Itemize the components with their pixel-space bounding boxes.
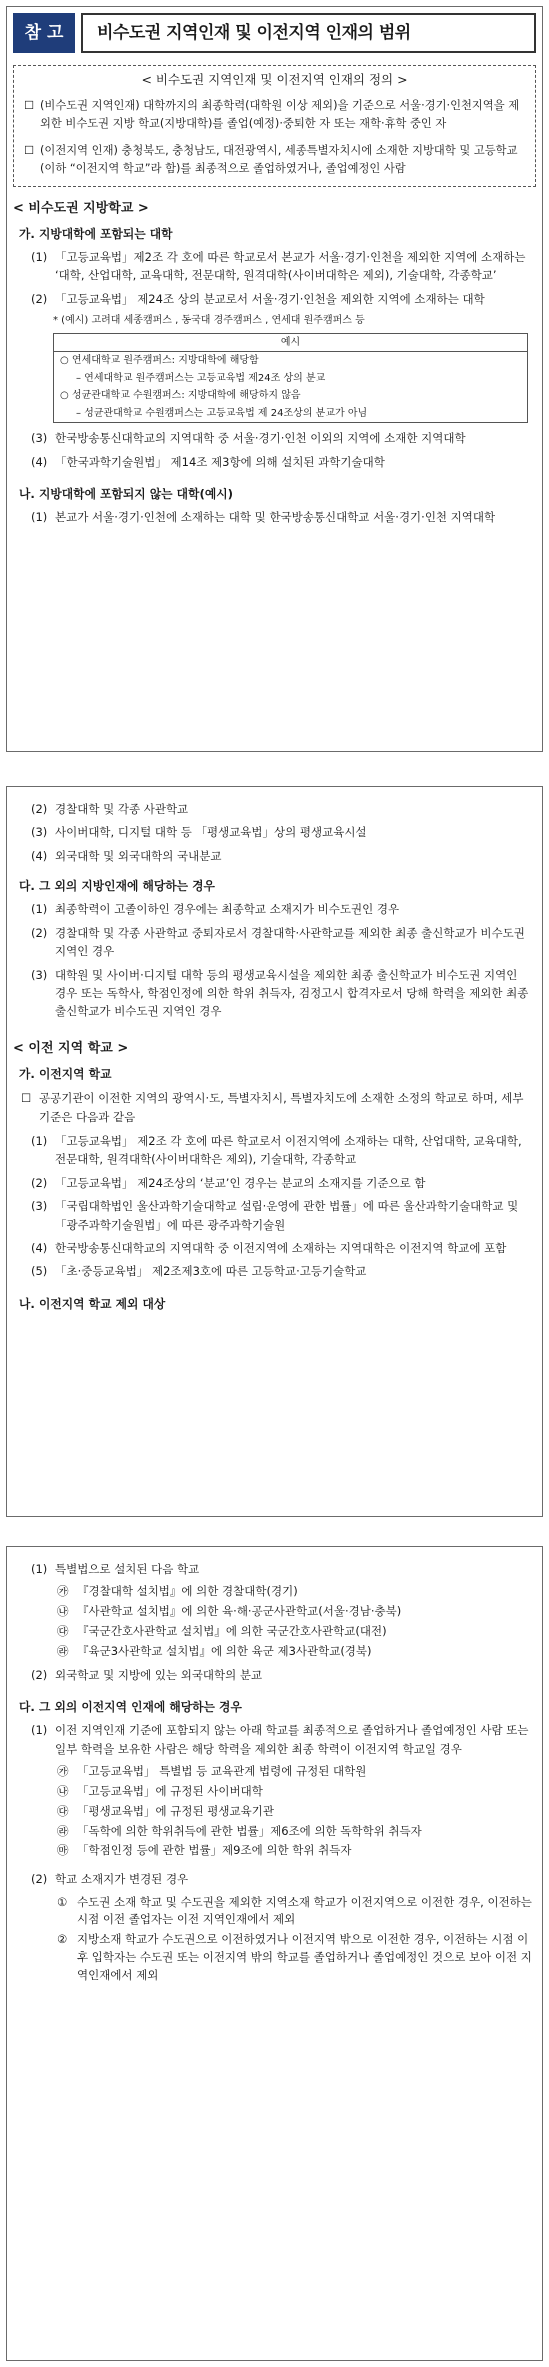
item-text: 이전 지역인재 기준에 포함되지 않는 아래 학교를 최종적으로 졸업하거나 졸업예정인 사람 또는 일부 학력을 보유한 사람은 해당 학력을 제외한 최종 학력이 이전지역 학교일 경우 — [55, 1723, 529, 1756]
sub-list-item — [57, 1842, 532, 1860]
item-number: (2) — [31, 1667, 48, 1682]
item-number: ㉰ — [57, 1803, 69, 1818]
section-title: < 비수도권 지방학교 > — [13, 200, 149, 216]
item-text: 사이버대학, 디지털 대학 등 「평생교육법」상의 평생교육시설 — [55, 825, 367, 840]
subsection-title: 나. 지방대학에 포함되지 않는 대학(예시) — [19, 487, 234, 501]
item-text: 경찰대학 및 각종 사관학교 — [55, 802, 189, 816]
definition-item — [24, 142, 525, 178]
list-item — [31, 1560, 532, 1578]
sub-list-item — [57, 1583, 532, 1601]
list-item — [31, 1132, 532, 1169]
subsection-title: 다. 그 외의 이전지역 인재에 해당하는 경우 — [19, 1700, 242, 1715]
item-text: 『경찰대학 설치법』에 의한 경찰대학(경기) — [77, 1584, 298, 1599]
sub-list-item — [57, 1643, 532, 1661]
list-item — [31, 847, 532, 865]
example-row: ○ 연세대학교 원주캠퍼스: 지방대학에 해당함 — [60, 355, 259, 367]
item-text: 「독학에 의한 학위취득에 관한 법률」제6조에 의한 독학학위 취득자 — [77, 1823, 422, 1838]
reference-tag: 참 고 — [13, 13, 75, 53]
item-number: (1) — [31, 250, 48, 265]
item-number: (1) — [31, 1134, 48, 1148]
subsection-title: 가. 지방대학에 포함되는 대학 — [19, 226, 173, 241]
list-item — [31, 900, 532, 918]
item-number: ㉰ — [57, 1624, 69, 1639]
document-panel-3 — [6, 1546, 543, 2361]
list-item — [31, 453, 532, 471]
definition-text: (이전지역 인재) 충청북도, 충청남도, 대전광역시, 세종특별자치시에 소재한 지방대학 및 고등학교(이하 “이전지역 학교”라 함)를 최종적으로 졸업하였거나, 졸업예정인 사람 — [40, 143, 518, 175]
item-text: 대학원 및 사이버·디지털 대학 등의 평생교육시설을 제외한 최종 출신학교가 비수도권 지역인 경우 또는 독학사, 학점인정에 의한 학위 취득자, 검정고시 합격자로서 당해 학력을 제외한 최종 출신학교가 비수도권 지역인 경우 — [55, 967, 529, 1019]
sub-list-item — [57, 1803, 532, 1821]
list-item — [31, 823, 532, 841]
item-text: 「고등교육법」 제24조상의 ‘분교’인 경우는 분교의 소재지를 기준으로 함 — [55, 1175, 426, 1190]
item-number: (3) — [31, 431, 48, 446]
checkbox-icon: ☐ — [24, 99, 35, 113]
item-number: (3) — [31, 967, 48, 982]
item-number: ② — [57, 1932, 68, 1947]
document-header — [13, 13, 536, 53]
item-number: (2) — [31, 1872, 48, 1887]
item-text: 경찰대학 및 각종 사관학교 중퇴자로서 경찰대학·사관학교를 제외한 최종 출신학교가 비수도권 지역인 경우 — [55, 925, 525, 959]
definition-item — [24, 97, 525, 133]
definition-box — [13, 65, 536, 187]
item-text: 「평생교육법」에 규정된 평생교육기관 — [77, 1803, 274, 1818]
item-text: 「학점인정 등에 관한 법률」제9조에 의한 학위 취득자 — [77, 1843, 352, 1858]
sub-list-item — [57, 1783, 532, 1801]
item-number: (1) — [31, 1723, 48, 1738]
list-item — [31, 1666, 532, 1684]
item-text: 『국군간호사관학교 설치법』에 의한 국군간호사관학교(대전) — [77, 1624, 387, 1639]
item-number: (2) — [31, 925, 48, 940]
sub-list-item — [57, 1823, 532, 1841]
section-title: < 이전 지역 학교 > — [13, 1040, 129, 1056]
item-number: (3) — [31, 825, 48, 840]
item-number: ㉲ — [57, 1843, 69, 1858]
sub-list-item — [57, 1894, 532, 1930]
item-text: 「초·중등교육법」 제2조제3호에 따른 고등학교·고등기술학교 — [55, 1264, 367, 1279]
document-panel-1 — [6, 6, 543, 752]
intro-item — [21, 1089, 532, 1126]
subsection-title: 다. 그 외의 지방인재에 해당하는 경우 — [19, 879, 215, 894]
definition-text: (비수도권 지역인재) 대학까지의 최종학력(대학원 이상 제외)을 기준으로 서울·경기·인천지역을 제외한 비수도권 지방 학교(지방대학)를 졸업(예정)·중퇴한 자 또는 재학·휴학 중인 자 — [40, 99, 520, 131]
item-number: (4) — [31, 848, 48, 863]
item-text: 「국립대학법인 울산과학기술대학교 설립·운영에 관한 법률」에 따른 울산과학기술대학교 및 「광주과학기술원법」에 따른 광주과학기술원 — [55, 1199, 519, 1232]
example-caption: 예시 — [54, 334, 527, 353]
item-text: 한국방송통신대학교의 지역대학 중 서울·경기·인천 이외의 지역에 소재한 지역대학 — [55, 431, 466, 446]
example-row: ○ 성균관대학교 수원캠퍼스: 지방대학에 해당하지 않음 — [60, 390, 301, 402]
item-number: ㉮ — [57, 1584, 69, 1599]
definition-caption: < 비수도권 지역인재 및 이전지역 인재의 정의 > — [141, 72, 408, 87]
item-number: ① — [57, 1894, 68, 1909]
item-number: (4) — [31, 454, 48, 469]
document-title: 비수도권 지역인재 및 이전지역 인재의 범위 — [81, 13, 536, 53]
sub-list-item — [57, 1623, 532, 1641]
item-number: (2) — [31, 291, 48, 306]
item-text: 특별법으로 설치된 다음 학교 — [55, 1562, 200, 1576]
list-item — [31, 508, 532, 526]
list-item — [31, 1197, 532, 1234]
checkbox-icon: ☐ — [24, 143, 35, 157]
item-number: ㉯ — [57, 1783, 69, 1798]
item-text: 「고등교육법」 제24조 상의 분교로서 서울·경기·인천을 제외한 지역에 소재하는 대학 — [55, 291, 485, 306]
item-text: 지방소재 학교가 수도권으로 이전하였거나 이전지역 밖으로 이전한 경우, 이전하는 시점 이후 입학자는 수도권 또는 이전지역 밖의 학교를 졸업하거나 졸업예정인 것으로 보아 이전 지역인재에서 제외 — [77, 1932, 532, 1982]
item-number: ㉱ — [57, 1823, 69, 1838]
list-item — [31, 248, 532, 285]
document-panel-2 — [6, 786, 543, 1517]
item-number: (1) — [31, 510, 48, 525]
list-item — [31, 966, 532, 1021]
checkbox-icon: ☐ — [21, 1091, 32, 1106]
sub-list-item — [57, 1931, 532, 1984]
item-number: (1) — [31, 902, 48, 917]
item-number: (2) — [31, 802, 48, 816]
subsection-title: 나. 이전지역 학교 제외 대상 — [19, 1296, 166, 1311]
list-item — [31, 1239, 532, 1257]
item-text: 한국방송통신대학교의 지역대학 중 이전지역에 소재하는 지역대학은 이전지역 학교에 포함 — [55, 1240, 507, 1255]
item-text: 본교가 서울·경기·인천에 소재하는 대학 및 한국방송통신대학교 서울·경기·인천 지역대학 — [55, 510, 496, 525]
item-text: 수도권 소재 학교 및 수도권을 제외한 지역소재 학교가 이전지역으로 이전한 경우, 이전하는 시점 이전 졸업자는 이전 지역인재에서 제외 — [77, 1894, 532, 1927]
sub-list-item — [57, 1763, 532, 1781]
subsection-title: 가. 이전지역 학교 — [19, 1066, 112, 1081]
item-text: 「고등교육법」 제2조 각 호에 따른 학교로서 이전지역에 소재하는 대학, 산업대학, 교육대학, 전문대학, 원격대학(사이버대학은 제외), 기술대학, 각종학교 — [55, 1134, 522, 1167]
list-item — [31, 290, 532, 308]
item-number: ㉱ — [57, 1643, 69, 1658]
list-item — [31, 800, 532, 818]
example-row: – 성균관대학교 수원캠퍼스는 고등교육법 제 24조상의 분교가 아님 — [76, 407, 368, 419]
item-text: 「한국과학기술원법」 제14조 제3항에 의해 설치된 과학기술대학 — [55, 454, 385, 469]
item-number: (2) — [31, 1175, 48, 1190]
item-text: 『육군3사관학교 설치법』에 의한 육군 제3사관학교(경북) — [77, 1643, 372, 1658]
list-item — [31, 1721, 532, 1758]
intro-text: 공공기관이 이전한 지역의 광역시·도, 특별자치시, 특별자치도에 소재한 소정의 학교로 하며, 세부기준은 다음과 같음 — [39, 1091, 524, 1124]
item-text: 최종학력이 고졸이하인 경우에는 최종학교 소재지가 비수도권인 경우 — [55, 902, 400, 917]
item-text: 「고등교육법」 특별법 등 교육관계 법령에 규정된 대학원 — [77, 1764, 367, 1779]
example-note: * (예시) 고려대 세종캠퍼스 , 동국대 경주캠퍼스 , 연세대 원주캠퍼스 등 — [53, 315, 365, 327]
item-number: ㉯ — [57, 1604, 69, 1619]
list-item — [31, 1174, 532, 1192]
item-number: (4) — [31, 1240, 48, 1255]
item-number: (1) — [31, 1562, 48, 1576]
example-box — [53, 333, 528, 424]
example-row: – 연세대학교 원주캠퍼스는 고등교육법 제24조 상의 분교 — [76, 372, 326, 384]
list-item — [31, 924, 532, 961]
list-item — [31, 1870, 532, 1888]
item-number: ㉮ — [57, 1764, 69, 1779]
item-text: 외국대학 및 외국대학의 국내분교 — [55, 848, 222, 863]
item-text: 『사관학교 설치법』에 의한 육·해·공군사관학교(서울·경남·충북) — [77, 1604, 402, 1619]
list-item — [31, 429, 532, 447]
item-text: 「고등교육법」제2조 각 호에 따른 학교로서 본교가 서울·경기·인천을 제외한 지역에 소재하는 ‘대학, 산업대학, 교육대학, 전문대학, 원격대학(사이버대학은 제외), 기술대학, 각종학교’ — [55, 250, 526, 283]
sub-list-item — [57, 1603, 532, 1621]
list-item — [31, 1262, 532, 1280]
item-text: 학교 소재지가 변경된 경우 — [55, 1872, 189, 1887]
item-number: (5) — [31, 1264, 48, 1279]
item-text: 「고등교육법」에 규정된 사이버대학 — [77, 1783, 263, 1798]
item-number: (3) — [31, 1199, 48, 1214]
item-text: 외국학교 및 지방에 있는 외국대학의 분교 — [55, 1667, 263, 1682]
